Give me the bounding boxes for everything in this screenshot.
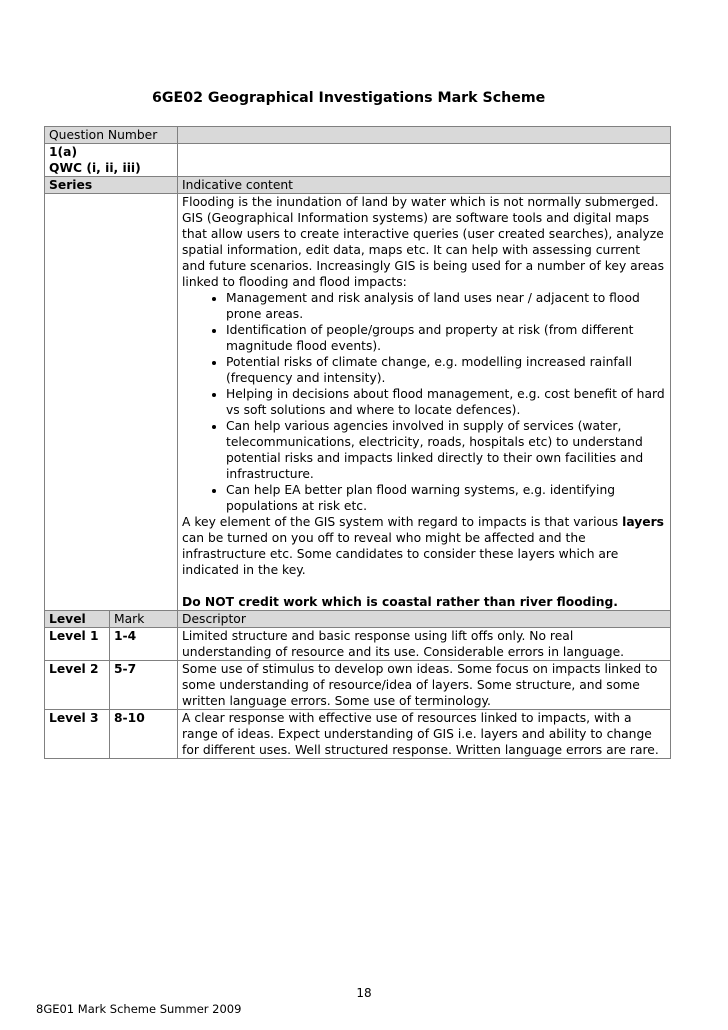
- level-cell: Level 1: [45, 628, 110, 661]
- indicative-content-label: Indicative content: [178, 177, 671, 194]
- descriptor-cell: A clear response with effective use of resources linked to impacts, with a range of ideas. Expect understanding of GIS i.e. layers and ability to change for different uses. Well structured response. Written language errors are rare.: [178, 710, 671, 759]
- question-number-label: Question Number: [45, 127, 178, 144]
- footer: 8GE01 Mark Scheme Summer 2009: [36, 1002, 242, 1016]
- mark-scheme-table: [44, 126, 671, 759]
- level-header: Level: [45, 611, 110, 628]
- bullet-item: • Management and risk analysis of land uses near / adjacent to flood prone areas.: [226, 290, 666, 322]
- mark-header: Mark: [110, 611, 178, 628]
- level-cell: Level 2: [45, 661, 110, 710]
- level-cell: Level 3: [45, 710, 110, 759]
- bullet-item: • Can help EA better plan flood warning systems, e.g. identifying populations at risk etc.: [226, 482, 666, 514]
- question-number: 1(a): [49, 145, 78, 159]
- descriptor-cell: Some use of stimulus to develop own ideas. Some focus on impacts linked to some understanding of resource/idea of layers. Some structure, and some written language errors. Some use of terminology.: [178, 661, 671, 710]
- series-blank: [45, 194, 178, 611]
- descriptor-header: Descriptor: [178, 611, 671, 628]
- question-id-blank: [178, 144, 671, 177]
- indicative-content: [178, 194, 671, 611]
- bullet-item: • Identification of people/groups and property at risk (from different magnitude flood events).: [226, 322, 666, 354]
- page-title: 6GE02 Geographical Investigations Mark Scheme: [152, 90, 546, 106]
- level-row: [45, 661, 671, 710]
- bullet-item: • Potential risks of climate change, e.g. modelling increased rainfall (frequency and intensity).: [226, 354, 666, 386]
- key-element-bold: layers: [622, 515, 664, 529]
- coastal-warning: Do NOT credit work which is coastal rather than river flooding.: [182, 595, 618, 609]
- question-number-header-blank: [178, 127, 671, 144]
- mark-cell: 1-4: [110, 628, 178, 661]
- question-number-row: [45, 127, 671, 144]
- key-element-paragraph: [182, 514, 666, 578]
- descriptor-cell: Limited structure and basic response using lift offs only. No real understanding of resource and its use. Considerable errors in language.: [178, 628, 671, 661]
- series-header-row: [45, 177, 671, 194]
- level-row: [45, 710, 671, 759]
- qwc-label: QWC (i, ii, iii): [49, 161, 141, 175]
- indicative-content-row: [45, 194, 671, 611]
- level-header-row: [45, 611, 671, 628]
- mark-cell: 8-10: [110, 710, 178, 759]
- series-label: Series: [45, 177, 178, 194]
- spacer: [182, 578, 666, 594]
- mark-cell: 5-7: [110, 661, 178, 710]
- bullet-item: • Can help various agencies involved in supply of services (water, telecommunications, electricity, roads, hospitals etc) to understand potential risks and impacts linked directly to their own facilities and infrastructure.: [226, 418, 666, 482]
- question-id-row: [45, 144, 671, 177]
- content-bullets: [182, 290, 666, 514]
- bullet-item: • Helping in decisions about flood management, e.g. cost benefit of hard vs soft solutions and where to locate defences).: [226, 386, 666, 418]
- page-number: 18: [356, 986, 372, 1000]
- question-id-cell: [45, 144, 178, 177]
- content-intro: Flooding is the inundation of land by water which is not normally submerged. GIS (Geographical Information systems) are software tools and digital maps that allow users to create interactive queries (user created searches), analyze spatial information, edit data, maps etc. It can help with assessing current and future scenarios. Increasingly GIS is being used for a number of key areas linked to flooding and flood impacts:: [182, 195, 664, 289]
- key-element-text-start: A key element of the GIS system with regard to impacts is that various: [182, 515, 623, 529]
- level-row: [45, 628, 671, 661]
- key-element-text-end: can be turned on you off to reveal who might be affected and the infrastructure etc. Some candidates to consider these layers which are indicated in the key.: [182, 531, 619, 577]
